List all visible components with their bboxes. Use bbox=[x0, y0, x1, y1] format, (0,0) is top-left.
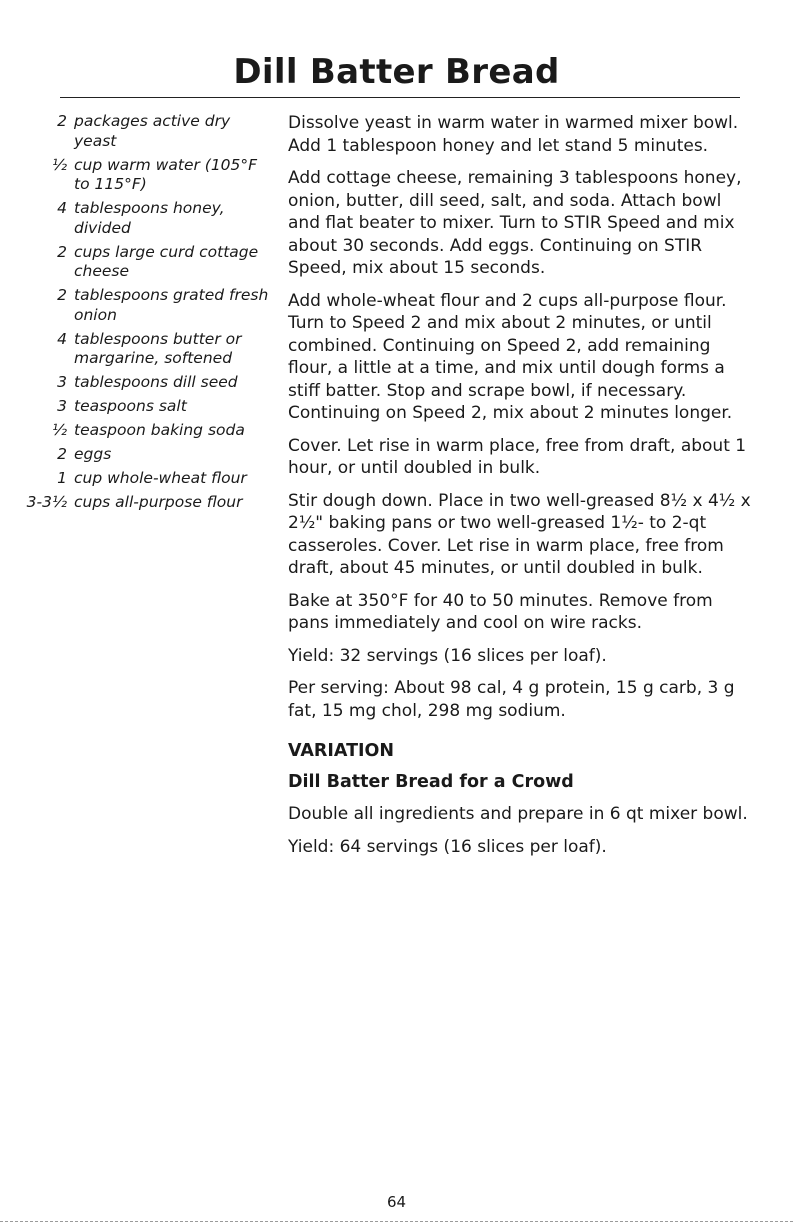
nutrition-text: Per serving: About 98 cal, 4 g protein, 15 g carb, 3 g fat, 15 mg chol, 298 mg sodium. bbox=[288, 678, 735, 721]
ingredient-quantity: 2 bbox=[57, 112, 67, 130]
ingredient-quantity: ½ bbox=[51, 155, 67, 174]
variation-label: VARIATION bbox=[288, 741, 395, 761]
ingredient-item bbox=[20, 445, 272, 465]
title-divider bbox=[60, 97, 740, 98]
ingredient-description: cups large curd cottage cheese bbox=[74, 242, 259, 280]
ingredient-description: tablespoons grated fresh onion bbox=[74, 286, 269, 324]
ingredient-description: cups all-purpose flour bbox=[74, 493, 243, 511]
ingredient-item bbox=[20, 469, 272, 489]
ingredient-description: cup warm water (105°F to 115°F) bbox=[74, 155, 258, 193]
variation-text: Double all ingredients and prepare in 6 qt mixer bowl. bbox=[288, 804, 748, 824]
ingredient-description: eggs bbox=[74, 445, 112, 463]
yield-text: Yield: 32 servings (16 slices per loaf). bbox=[288, 645, 607, 666]
ingredient-description: packages active dry yeast bbox=[74, 112, 231, 150]
ingredient-item bbox=[20, 493, 272, 513]
ingredient-item bbox=[20, 156, 272, 195]
ingredient-quantity: 2 bbox=[57, 445, 67, 463]
method-column bbox=[288, 112, 758, 868]
ingredient-quantity: 2 bbox=[57, 242, 67, 261]
variation-yield: Yield: 64 servings (16 slices per loaf). bbox=[288, 836, 607, 857]
ingredient-item bbox=[20, 397, 272, 417]
method-step: Dissolve yeast in warm water in warmed mixer bowl. Add 1 tablespoon honey and let stand 5 minutes. bbox=[288, 113, 739, 156]
ingredient-item bbox=[20, 330, 272, 369]
ingredient-quantity: ½ bbox=[51, 421, 67, 439]
ingredient-description: tablespoons dill seed bbox=[74, 373, 238, 391]
recipe-title: Dill Batter Bread bbox=[233, 52, 560, 92]
ingredient-quantity: 3-3½ bbox=[26, 493, 67, 511]
method-step: Bake at 350°F for 40 to 50 minutes. Remove from pans immediately and cool on wire racks. bbox=[288, 590, 713, 633]
ingredient-description: teaspoon baking soda bbox=[74, 421, 245, 439]
ingredient-description: tablespoons butter or margarine, softened bbox=[74, 329, 242, 367]
ingredient-item bbox=[20, 243, 272, 282]
method-step: Add cottage cheese, remaining 3 tablespoons honey, onion, butter, dill seed, salt, and soda. Attach bowl and flat beater to mixer. Turn to STIR Speed and mix about 30 seconds. Add eggs. Continuing on STIR Speed, mix about 15 seconds. bbox=[288, 168, 742, 278]
variation-title: Dill Batter Bread for a Crowd bbox=[288, 772, 574, 792]
method-step: Add whole-wheat flour and 2 cups all-purpose flour. Turn to Speed 2 and mix about 2 minutes, or until combined. Continuing on Speed 2, add remaining flour, a little at a time, and mix until dough forms a stiff batter. Stop and scrape bowl, if necessary. Continuing on Speed 2, mix about 2 minutes longer. bbox=[288, 290, 733, 423]
ingredient-description: cup whole-wheat flour bbox=[74, 469, 247, 487]
ingredient-item bbox=[20, 286, 272, 325]
ingredient-list bbox=[20, 112, 272, 517]
ingredient-item bbox=[20, 373, 272, 393]
ingredient-quantity: 2 bbox=[57, 286, 67, 304]
ingredient-item bbox=[20, 421, 272, 441]
page-edge-divider bbox=[0, 1221, 793, 1222]
ingredient-item bbox=[20, 199, 272, 238]
ingredient-quantity: 3 bbox=[57, 397, 67, 415]
method-step: Cover. Let rise in warm place, free from draft, about 1 hour, or until doubled in bulk. bbox=[288, 435, 747, 478]
ingredient-quantity: 1 bbox=[57, 469, 67, 487]
page-number: 64 bbox=[386, 1193, 407, 1211]
ingredient-quantity: 3 bbox=[57, 373, 67, 391]
ingredient-description: teaspoons salt bbox=[74, 397, 187, 415]
ingredient-description: tablespoons honey, divided bbox=[74, 199, 225, 237]
ingredient-quantity: 4 bbox=[57, 199, 67, 217]
method-step: Stir dough down. Place in two well-greased 8½ x 4½ x 2½" baking pans or two well-greased 1½- to 2-qt casseroles. Cover. Let rise in warm place, free from draft, about 45 minutes, or until doubled in bulk. bbox=[288, 490, 751, 578]
ingredient-item bbox=[20, 112, 272, 151]
ingredient-quantity: 4 bbox=[57, 329, 67, 348]
